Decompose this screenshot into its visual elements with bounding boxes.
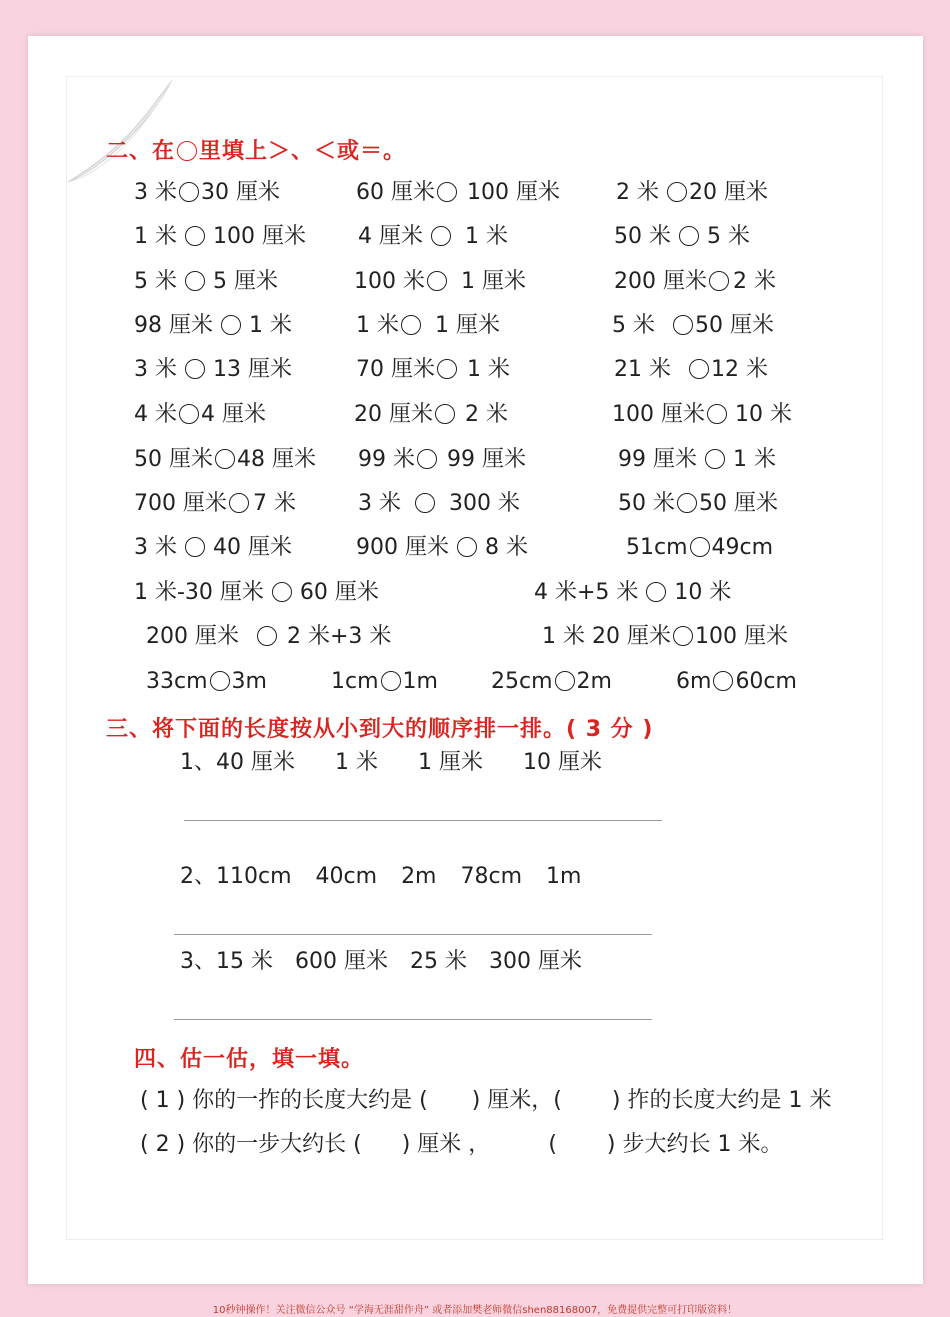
comparison-left: 50 厘米 xyxy=(134,447,213,472)
circle-blank-icon[interactable] xyxy=(179,182,199,202)
comparison-left: 33cm xyxy=(146,669,208,694)
comparison-item xyxy=(134,306,292,346)
circle-blank-icon[interactable] xyxy=(437,182,457,202)
comparison-left: 1cm xyxy=(331,669,379,694)
comparison-left: 2 米 xyxy=(616,180,659,205)
comparison-right: 4 厘米 xyxy=(201,402,266,427)
comparison-left: 5 米 xyxy=(612,313,655,338)
comparison-right: 7 米 xyxy=(253,491,296,516)
comparison-row xyxy=(0,573,895,613)
comparison-right: 12 米 xyxy=(711,357,768,382)
comparison-item xyxy=(134,173,280,213)
comparison-item xyxy=(134,528,292,568)
comparison-row xyxy=(0,662,895,702)
comparison-item xyxy=(356,173,560,213)
comparison-left: 1 米 xyxy=(356,313,399,338)
circle-blank-icon[interactable] xyxy=(417,449,437,469)
comparison-left: 50 米 xyxy=(618,491,675,516)
comparison-item xyxy=(134,262,278,302)
footer-notice: 10秒钟操作！关注微信公众号 “学海无涯甜作舟” 或者添加樊老师微信shen88168007，免费提供完整可打印版资料！ xyxy=(212,1305,738,1316)
comparison-item xyxy=(134,217,306,257)
comparison-left: 1 米-30 厘米 xyxy=(134,580,264,605)
circle-blank-icon[interactable] xyxy=(215,449,235,469)
comparison-left: 200 厘米 xyxy=(614,269,707,294)
comparison-left: 3 米 xyxy=(134,535,177,560)
comparison-right: 1 米 xyxy=(733,447,776,472)
section3-title: 三、将下面的长度按从小到大的顺序排一排。( 3 分 ) xyxy=(106,717,654,742)
circle-blank-icon[interactable] xyxy=(185,271,205,291)
comparison-right: 1 厘米 xyxy=(435,313,500,338)
comparison-left: 4 厘米 xyxy=(358,224,423,249)
comparison-right: 40 厘米 xyxy=(213,535,292,560)
comparison-item xyxy=(614,262,776,302)
comparison-right: 8 米 xyxy=(485,535,528,560)
comparison-left: 60 厘米 xyxy=(356,180,435,205)
comparison-right: 2 米 xyxy=(465,402,508,427)
comparison-item xyxy=(612,306,774,346)
comparison-left: 700 厘米 xyxy=(134,491,227,516)
sort-item-3: 3、15 米 600 厘米 25 米 300 厘米 xyxy=(180,949,582,974)
circle-blank-icon[interactable] xyxy=(427,271,447,291)
comparison-left: 3 米 xyxy=(134,180,177,205)
comparison-left: 25cm xyxy=(491,669,553,694)
comparison-left: 4 米 xyxy=(134,402,177,427)
comparison-right: 50 厘米 xyxy=(699,491,778,516)
circle-blank-icon[interactable] xyxy=(667,182,687,202)
circle-blank-icon[interactable] xyxy=(435,404,455,424)
circle-blank-icon[interactable] xyxy=(709,271,729,291)
answer-line-3[interactable] xyxy=(174,1019,652,1020)
comparison-item xyxy=(358,440,526,480)
comparison-item xyxy=(134,350,292,390)
comparison-right: 1 米 xyxy=(249,313,292,338)
comparison-item xyxy=(331,662,438,702)
comparison-right: 100 厘米 xyxy=(213,224,306,249)
comparison-item xyxy=(618,484,778,524)
comparison-item xyxy=(618,440,776,480)
comparison-left: 200 厘米 xyxy=(146,624,239,649)
comparison-left: 3 米 xyxy=(134,357,177,382)
comparison-left: 21 米 xyxy=(614,357,671,382)
section2-title-suffix: 里填上＞、＜或＝。 xyxy=(199,139,407,164)
comparison-left: 98 厘米 xyxy=(134,313,213,338)
circle-blank-icon xyxy=(177,141,197,161)
comparison-item xyxy=(616,173,768,213)
comparison-left: 70 厘米 xyxy=(356,357,435,382)
comparison-right: 1m xyxy=(402,669,438,694)
comparison-item xyxy=(354,262,526,302)
comparison-right: 60 厘米 xyxy=(299,580,379,605)
comparison-right: 1 米 xyxy=(465,224,508,249)
circle-blank-icon[interactable] xyxy=(185,226,205,246)
comparison-item xyxy=(354,395,508,435)
comparison-left: 1 米 20 厘米 xyxy=(542,624,671,649)
comparison-left: 100 米 xyxy=(354,269,425,294)
circle-blank-icon[interactable] xyxy=(229,493,249,513)
circle-blank-icon[interactable] xyxy=(179,404,199,424)
circle-blank-icon[interactable] xyxy=(401,315,421,335)
circle-blank-icon[interactable] xyxy=(185,359,205,379)
comparison-left: 900 厘米 xyxy=(356,535,449,560)
comparison-item xyxy=(534,573,731,613)
comparison-right: 50 厘米 xyxy=(695,313,774,338)
comparison-item xyxy=(542,617,788,657)
circle-blank-icon[interactable] xyxy=(415,493,435,513)
comparison-left: 1 米 xyxy=(134,224,177,249)
circle-blank-icon[interactable] xyxy=(437,359,457,379)
comparison-right: 13 厘米 xyxy=(213,357,292,382)
comparison-row xyxy=(0,262,895,302)
circle-blank-icon[interactable] xyxy=(705,449,725,469)
comparison-right: 10 米 xyxy=(735,402,792,427)
comparison-right: 2 米+3 米 xyxy=(287,624,392,649)
comparison-right: 2 米 xyxy=(733,269,776,294)
circle-blank-icon[interactable] xyxy=(221,315,241,335)
section4-title: 四、估一估，填一填。 xyxy=(134,1047,365,1072)
comparison-item xyxy=(612,395,792,435)
comparison-left: 4 米+5 米 xyxy=(534,580,639,605)
comparison-item xyxy=(134,484,296,524)
comparison-item xyxy=(134,440,316,480)
comparison-row xyxy=(0,528,895,568)
comparison-right: 1 厘米 xyxy=(461,269,526,294)
comparison-left: 3 米 xyxy=(358,491,401,516)
circle-blank-icon[interactable] xyxy=(457,537,477,557)
circle-blank-icon[interactable] xyxy=(689,359,709,379)
sort-item-2: 2、110cm 40cm 2m 78cm 1m xyxy=(180,864,582,889)
comparison-left: 5 米 xyxy=(134,269,177,294)
circle-blank-icon[interactable] xyxy=(555,671,575,691)
circle-blank-icon[interactable] xyxy=(381,671,401,691)
estimate-question-1: ( 1 ) 你的一拃的长度大约是 ( ) 厘米，( ) 拃的长度大约是 1 米 xyxy=(140,1088,832,1113)
circle-blank-icon[interactable] xyxy=(673,626,693,646)
page-curl-decoration xyxy=(64,78,184,188)
comparison-right: 100 厘米 xyxy=(694,624,788,649)
comparison-right: 30 厘米 xyxy=(201,180,280,205)
circle-blank-icon[interactable] xyxy=(646,582,666,602)
comparison-right: 99 厘米 xyxy=(447,447,526,472)
comparison-right: 49cm xyxy=(711,535,774,560)
comparison-item xyxy=(676,662,797,702)
comparison-right: 5 米 xyxy=(707,224,750,249)
section2-title-prefix: 二、在 xyxy=(106,139,176,164)
circle-blank-icon[interactable] xyxy=(713,671,733,691)
comparison-left: 50 米 xyxy=(614,224,671,249)
comparison-item xyxy=(134,573,379,613)
circle-blank-icon[interactable] xyxy=(431,226,451,246)
comparison-item xyxy=(358,217,508,257)
comparison-right: 20 厘米 xyxy=(689,180,768,205)
comparison-left: 20 厘米 xyxy=(354,402,433,427)
circle-blank-icon[interactable] xyxy=(272,582,292,602)
comparison-row xyxy=(0,484,895,524)
comparison-item xyxy=(146,662,267,702)
comparison-item xyxy=(356,306,500,346)
comparison-item xyxy=(491,662,612,702)
comparison-item xyxy=(146,617,391,657)
comparison-row xyxy=(0,617,895,657)
circle-blank-icon[interactable] xyxy=(677,493,697,513)
sort-item-1: 1、40 厘米 1 米 1 厘米 10 厘米 xyxy=(180,750,602,775)
circle-blank-icon[interactable] xyxy=(690,537,710,557)
comparison-item xyxy=(356,528,528,568)
comparison-item xyxy=(356,350,510,390)
comparison-left: 99 厘米 xyxy=(618,447,697,472)
comparison-row xyxy=(0,350,895,390)
comparison-item xyxy=(134,395,266,435)
comparison-row xyxy=(0,217,895,257)
section2-title xyxy=(106,134,406,165)
answer-line-2[interactable] xyxy=(174,934,652,935)
comparison-item xyxy=(614,217,750,257)
comparison-item xyxy=(358,484,520,524)
comparison-right: 1 米 xyxy=(467,357,510,382)
comparison-right: 60cm xyxy=(735,669,797,694)
circle-blank-icon[interactable] xyxy=(210,671,230,691)
comparison-right: 300 米 xyxy=(449,491,520,516)
circle-blank-icon[interactable] xyxy=(679,226,699,246)
comparison-right: 5 厘米 xyxy=(213,269,278,294)
estimate-question-2: ( 2 ) 你的一步大约长 ( ) 厘米 ， ( ) 步大约长 1 米。 xyxy=(140,1132,783,1157)
comparison-left: 99 米 xyxy=(358,447,415,472)
circle-blank-icon[interactable] xyxy=(707,404,727,424)
comparison-left: 100 厘米 xyxy=(612,402,705,427)
comparison-right: 100 厘米 xyxy=(467,180,560,205)
comparison-row xyxy=(0,306,895,346)
comparison-item xyxy=(614,350,768,390)
answer-line-1[interactable] xyxy=(184,820,662,821)
comparison-left: 6m xyxy=(676,669,712,694)
circle-blank-icon[interactable] xyxy=(257,626,277,646)
comparison-right: 3m xyxy=(231,669,267,694)
comparison-right: 2m xyxy=(576,669,612,694)
comparison-item xyxy=(626,528,773,568)
circle-blank-icon[interactable] xyxy=(673,315,693,335)
comparison-right: 48 厘米 xyxy=(237,447,316,472)
comparison-row xyxy=(0,395,895,435)
comparison-right: 10 米 xyxy=(674,580,732,605)
comparison-row xyxy=(0,173,895,213)
comparison-left: 51cm xyxy=(626,535,688,560)
comparison-row xyxy=(0,440,895,480)
circle-blank-icon[interactable] xyxy=(185,537,205,557)
